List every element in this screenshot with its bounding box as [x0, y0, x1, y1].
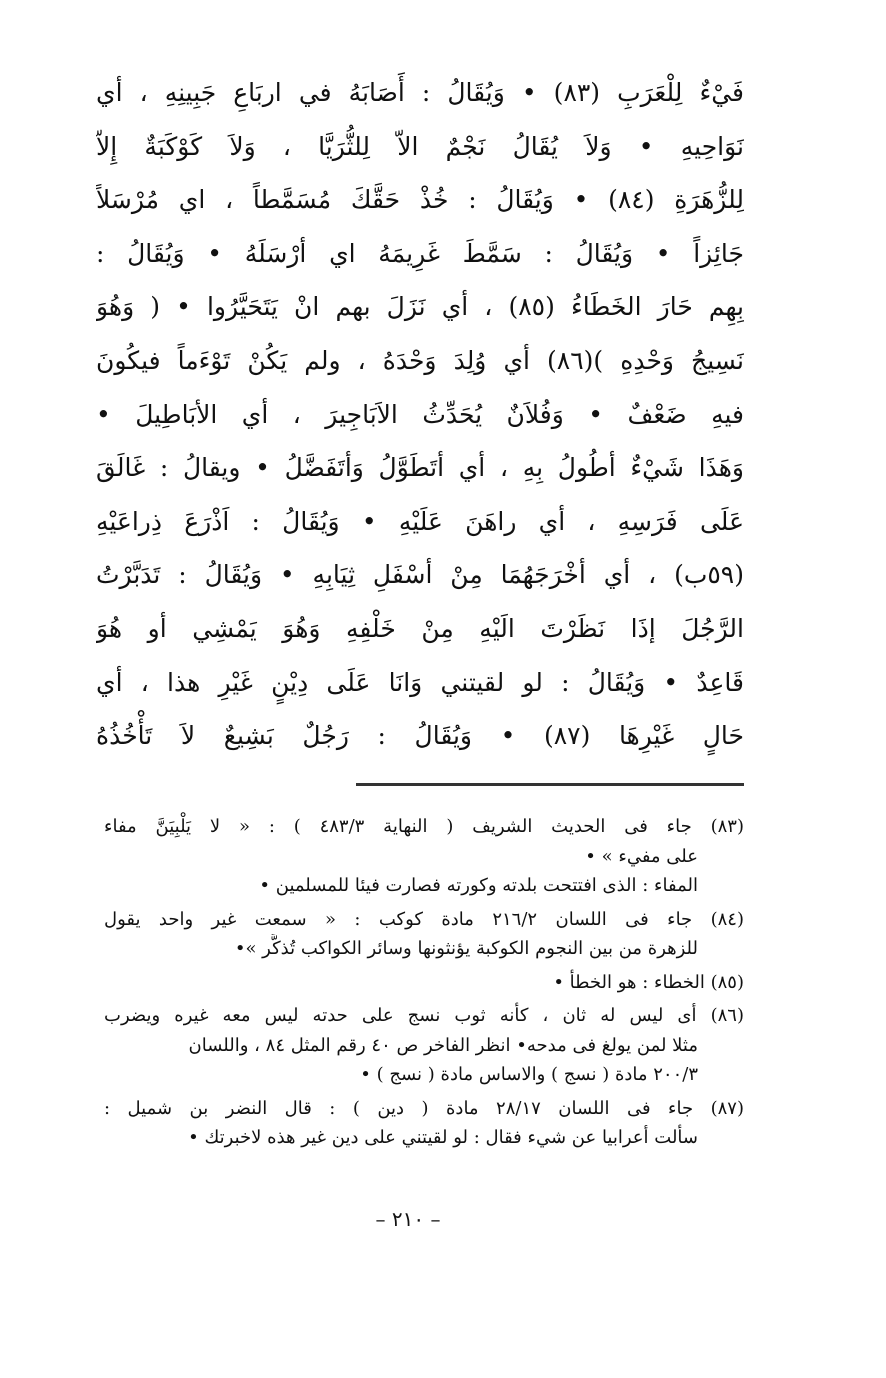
footnote-number: (٨٣) — [710, 816, 744, 837]
footnote-number: (٨٧) — [710, 1097, 744, 1119]
text-line: (٥٩ب) ، أي أخْرَجَهُمَا مِنْ أسْفَلِ ثِيَابِهِ • وَيُقَالُ : تَدَبَّرْتُ — [96, 560, 744, 590]
footnote-text: الخطاء : هو الخطأ • — [553, 971, 705, 993]
footnote-87 — [104, 1094, 744, 1153]
footnote-separator — [356, 783, 744, 786]
text-line: فيهِ ضَعْفٌ • وَفُلاَنٌ يُحَدِّثُ الاَبَاجِيرَ ، أي الأبَاطِيلَ • — [96, 399, 744, 429]
text-line: بِهِم حَارَ الخَطَاءُ (٨٥) ، أي نَزَلَ بهم انْ يَتَحَيَّرُوا • ( وَهُوَ — [96, 292, 744, 322]
footnote-text: المفاء : الذى افتتحت بلدته وكورته فصارت فيئا للمسلمين • — [259, 875, 698, 896]
page-number: – ٢١٠ – — [375, 1207, 441, 1231]
text-line: فَيْءٌ لِلْعَرَبِ (٨٣) • وَيُقَالُ : أَصَابَهُ في اربَاعِ جَبِينِهِ ، أي — [96, 78, 744, 107]
text-line: لِلزُّهَرَةِ (٨٤) • وَيُقَالُ : خُذْ حَقَّكَ مُسَمَّطاً ، اي مُرْسَلاً — [96, 185, 744, 215]
footnote-number: (٨٦) — [710, 1005, 744, 1026]
text-line: وَهَذَا شَيْءٌ أطُولُ بِهِ ، أي أتَطَوَّلُ وَأتَفَضَّلُ • ويقالُ : غَالَقَ — [96, 453, 744, 483]
footnote-text: جاء فى اللسان ٢٨/١٧ مادة ( دين ) : قال النضر بن شميل : — [104, 1097, 694, 1119]
footnote-text: مثلا لمن يولغ فى مدحه• انظر الفاخر ص ٤٠ رقم المثل ٨٤ ، واللسان — [188, 1034, 698, 1056]
text-line: جَائِزاً • وَيُقَالُ : سَمَّطَ غَرِيمَهُ اي أرْسَلَهُ • وَيُقَالُ : — [96, 238, 744, 268]
footnote-84 — [104, 905, 744, 964]
footnote-number: (٨٤) — [710, 908, 744, 930]
footnote-83 — [104, 812, 744, 901]
footnote-86 — [104, 1001, 744, 1090]
text-line: الرَّجُلَ إذَا نَظَرْتَ الَيْهِ مِنْ خَلْفِهِ وَهُوَ يَمْشِي أو هُوَ — [96, 613, 744, 643]
main-text — [96, 66, 744, 763]
text-line: حَالٍ غَيْرِهَا (٨٧) • وَيُقَالُ : رَجُلٌ بَشِيعٌ لاَ تَأْخُذُهُ — [96, 721, 744, 751]
footnote-text: على مفيء » • — [585, 845, 698, 867]
text-line: قَاعِدٌ • وَيُقَالُ : لو لقيتني وَانَا عَلَى دِيْنٍ غَيْرِ هذا ، أي — [96, 667, 744, 697]
footnote-text: جاء فى الحديث الشريف ( النهاية ٤٨٣/٣ ) : « لا يَلْبِيَنَّ مفاء — [104, 816, 692, 837]
text-line: عَلَى فَرَسِهِ ، أي راهَنَ عَلَيْهِ • وَيُقَالُ : اَذْرَعَ ذِراعَيْهِ — [96, 506, 744, 536]
footnote-text: للزهرة من بين النجوم الكوكبة يؤنثونها وسائر الكواكب تُذكَّر »• — [234, 938, 698, 959]
footnote-text: ٢٠٠/٣ مادة ( نسج ) والاساس مادة ( نسج ) • — [360, 1064, 698, 1085]
text-line: نَسِيجُ وَحْدِهِ )(٨٦) أي وُلِدَ وَحْدَهُ ، ولم يَكُنْ تَوْءَماً فيكُونَ — [96, 345, 744, 375]
footnote-85 — [104, 968, 744, 998]
footnote-text: جاء فى اللسان ٢١٦/٢ مادة كوكب : « سمعت غير واحد يقول — [104, 908, 693, 930]
text-line: نَوَاحِيهِ • وَلاَ يُقَالُ نَجْمٌ الاّ لِلثُّرَيَّا ، وَلاَ كَوْكَبَةٌ إِلاّ — [96, 131, 744, 161]
footnote-text: سألت أعرابيا عن شيء فقال : لو لقيتني على دين غير هذه لاخبرتك • — [188, 1127, 698, 1148]
footnote-text: أى ليس له ثان ، كأنه ثوب نسج على حدته ليس معه غيره ويضرب — [104, 1005, 697, 1026]
footnotes — [104, 812, 744, 1157]
footnote-number: (٨٥) — [710, 971, 744, 993]
